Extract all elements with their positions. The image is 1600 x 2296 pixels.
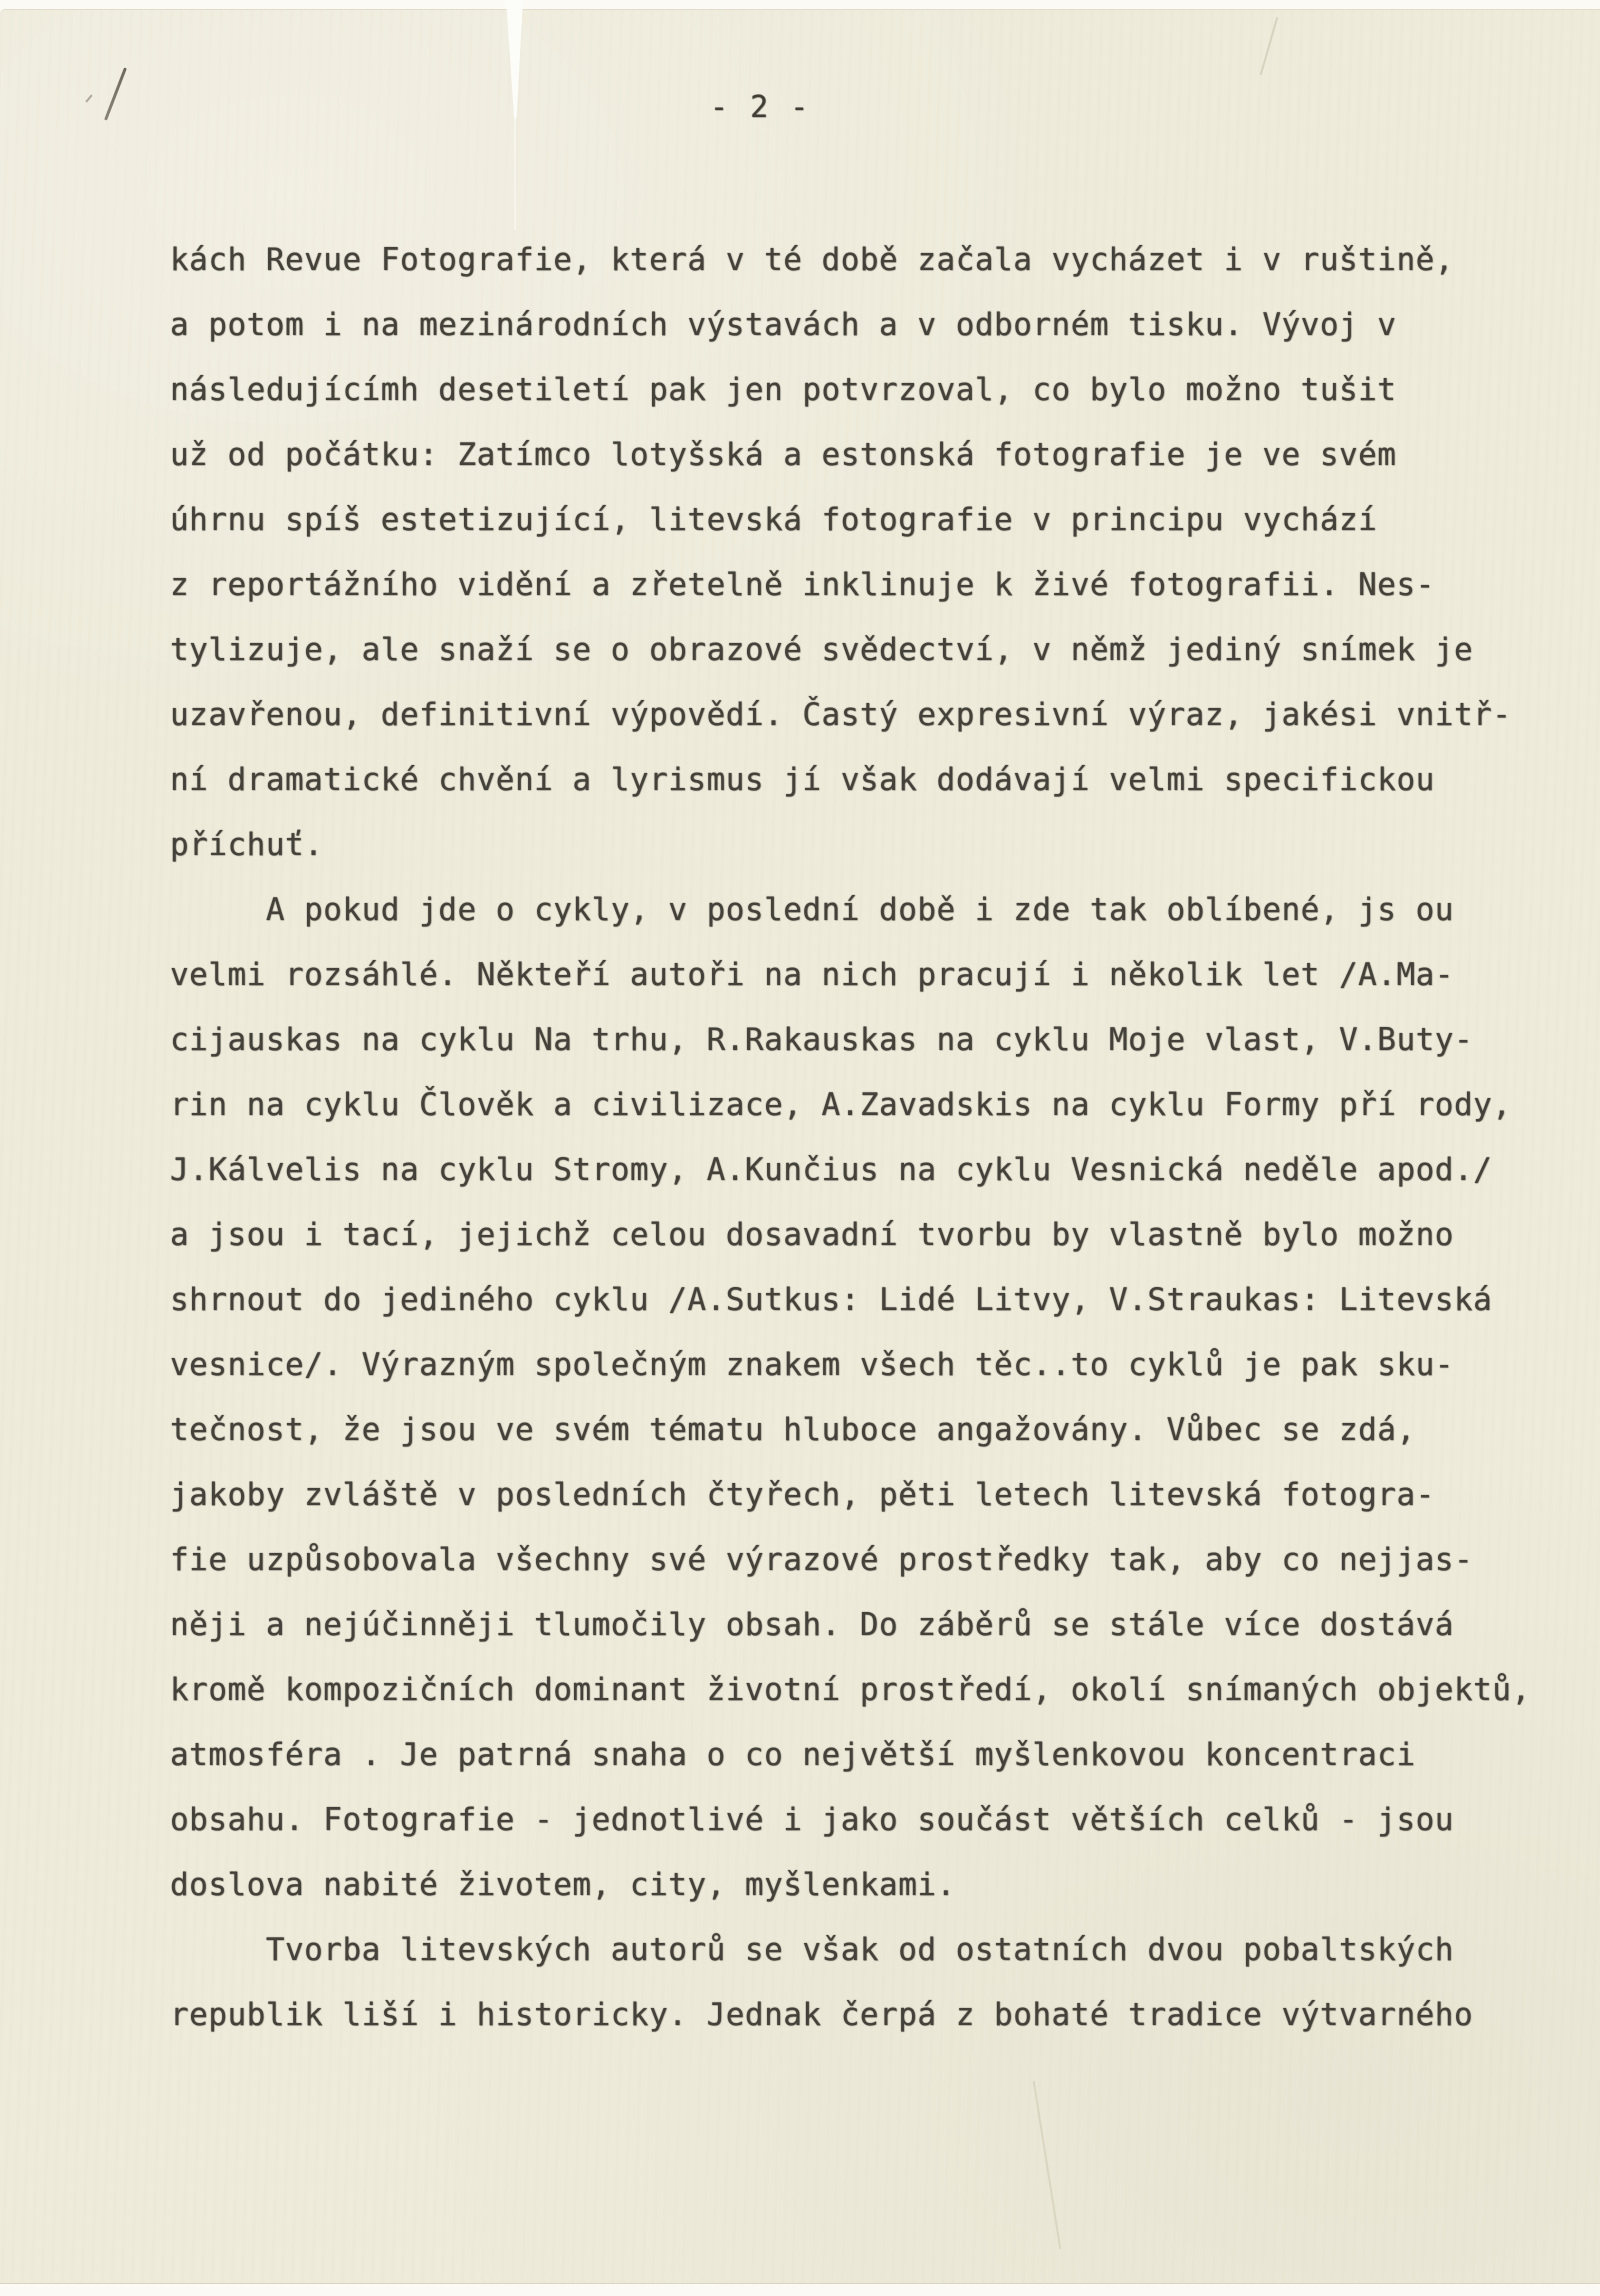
- text-line: tylizuje, ale snaží se o obrazové svědectví, v němž jediný snímek je: [170, 632, 1474, 668]
- text-line: shrnout do jediného cyklu /A.Sutkus: Lidé Litvy, V.Straukas: Litevská: [170, 1282, 1493, 1318]
- paper-crease: [514, 110, 516, 230]
- text-line: obsahu. Fotografie - jednotlivé i jako součást větších celků - jsou: [170, 1802, 1454, 1838]
- text-line: fie uzpůsobovala všechny své výrazové prostředky tak, aby co nejjas-: [170, 1542, 1474, 1578]
- typewritten-text: [170, 228, 1570, 2048]
- text-line: cijauskas na cyklu Na trhu, R.Rakauskas na cyklu Moje vlast, V.Buty-: [170, 1022, 1474, 1058]
- text-line: A pokud jde o cykly, v poslední době i zde tak oblíbené, js ou: [170, 892, 1454, 928]
- text-line: jakoby zvláště v posledních čtyřech, pěti letech litevská fotogra-: [170, 1477, 1435, 1513]
- text-line: úhrnu spíš estetizující, litevská fotografie v principu vychází: [170, 502, 1378, 538]
- text-line: ní dramatické chvění a lyrismus jí však dodávají velmi specifickou: [170, 762, 1435, 798]
- text-line: kromě kompozičních dominant životní prostředí, okolí snímaných objektů,: [170, 1672, 1531, 1708]
- text-line: uzavřenou, definitivní výpovědí. Častý expresivní výraz, jakési vnitř-: [170, 697, 1512, 733]
- text-line: J.Kálvelis na cyklu Stromy, A.Kunčius na cyklu Vesnická neděle apod./: [170, 1152, 1493, 1188]
- text-line: velmi rozsáhlé. Někteří autoři na nich pracují i několik let /A.Ma-: [170, 957, 1454, 993]
- page-number: - 2 -: [710, 90, 811, 125]
- text-line: tečnost, že jsou ve svém tématu hluboce angažovány. Vůbec se zdá,: [170, 1412, 1416, 1448]
- text-line: z reportážního vidění a zřetelně inklinuje k živé fotografii. Nes-: [170, 567, 1435, 603]
- text-line: už od počátku: Zatímco lotyšská a estonská fotografie je ve svém: [170, 437, 1397, 473]
- text-line: atmosféra . Je patrná snaha o co největší myšlenkovou koncentraci: [170, 1737, 1416, 1773]
- text-line: a jsou i tací, jejichž celou dosavadní tvorbu by vlastně bylo možno: [170, 1217, 1454, 1253]
- text-line: rin na cyklu Člověk a civilizace, A.Zavadskis na cyklu Formy pří rody,: [170, 1087, 1512, 1123]
- text-line: republik liší i historicky. Jednak čerpá z bohaté tradice výtvarného: [170, 1997, 1474, 2033]
- text-line: příchuť.: [170, 827, 324, 863]
- text-line: kách Revue Fotografie, která v té době začala vycházet i v ruštině,: [170, 242, 1454, 278]
- text-line: následujícímh desetiletí pak jen potvrzoval, co bylo možno tušit: [170, 372, 1397, 408]
- text-line: vesnice/. Výrazným společným znakem všech těc..to cyklů je pak sku-: [170, 1347, 1454, 1383]
- text-line: Tvorba litevských autorů se však od ostatních dvou pobaltských: [170, 1932, 1454, 1968]
- text-line: a potom i na mezinárodních výstavách a v odborném tisku. Vývoj v: [170, 307, 1397, 343]
- text-line: doslova nabité životem, city, myšlenkami.: [170, 1867, 956, 1903]
- text-line: něji a nejúčinněji tlumočily obsah. Do záběrů se stále více dostává: [170, 1607, 1454, 1643]
